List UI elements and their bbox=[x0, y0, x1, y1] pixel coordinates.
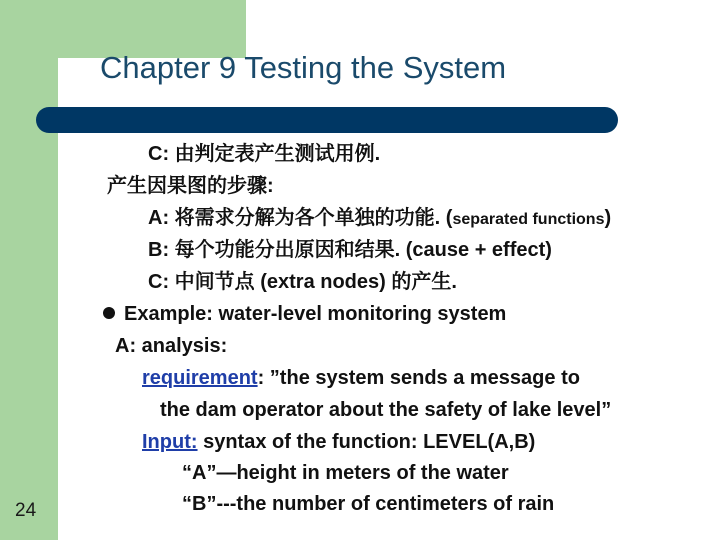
requirement-text: : ”the system sends a message to bbox=[257, 367, 580, 389]
bullet-example-label: Example: water-level monitoring system bbox=[124, 303, 507, 325]
line-c-nodes: C: 中间节点 (extra nodes) 的产生. bbox=[148, 271, 457, 293]
line-a-decompose bbox=[148, 206, 611, 232]
line-requirement-cont: the dam operator about the safety of lake level” bbox=[160, 399, 612, 421]
page-number: 24 bbox=[15, 500, 37, 521]
line-c-decision: C: 由判定表产生测试用例. bbox=[148, 143, 381, 165]
line-a-decompose-close: ) bbox=[604, 207, 612, 229]
bullet-dot-icon bbox=[103, 307, 115, 319]
line-a-decompose-text: A: 将需求分解为各个单独的功能. ( bbox=[148, 207, 453, 229]
left-sidebar bbox=[0, 0, 58, 540]
line-a-decompose-en: separated functions bbox=[452, 211, 605, 228]
line-analysis: A: analysis: bbox=[115, 335, 228, 357]
line-steps-heading: 产生因果图的步骤: bbox=[107, 175, 274, 197]
line-b-cause: B: 每个功能分出原因和结果. (cause + effect) bbox=[148, 239, 552, 261]
slide-title: Chapter 9 Testing the System bbox=[100, 50, 507, 85]
bullet-example bbox=[103, 302, 506, 326]
requirement-link[interactable]: requirement bbox=[142, 367, 258, 389]
input-text: syntax of the function: LEVEL(A,B) bbox=[197, 431, 536, 453]
line-requirement bbox=[142, 366, 580, 390]
line-input bbox=[142, 430, 535, 454]
line-param-b: “B”---the number of centimeters of rain bbox=[182, 493, 555, 515]
input-link[interactable]: Input: bbox=[142, 431, 198, 453]
title-underline-bar bbox=[36, 107, 618, 133]
line-param-a: “A”—height in meters of the water bbox=[182, 462, 509, 484]
